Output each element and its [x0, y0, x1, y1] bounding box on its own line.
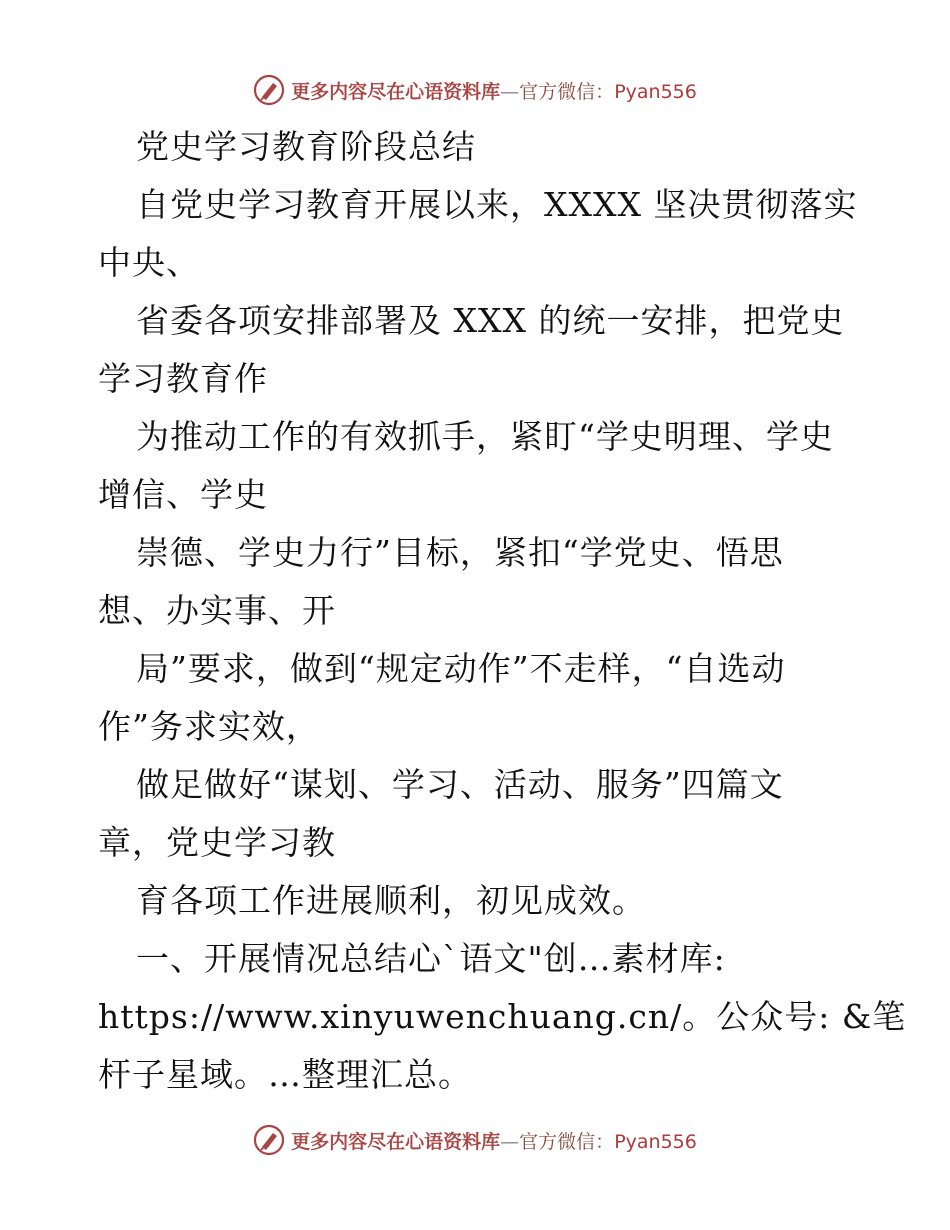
paragraph-line: https://www.xinyuwenchuang.cn/。公众号: &笔 [98, 997, 907, 1036]
paragraph-line: 中央、 [98, 243, 200, 282]
paragraph-line: 为推动工作的有效抓手，紧盯“学史明理、学史 [136, 417, 834, 456]
document-title: 党史学习教育阶段总结 [136, 127, 476, 166]
paragraph-line: 省委各项安排部署及 XXX 的统一安排，把党史 [136, 301, 845, 340]
document-body [98, 118, 907, 1104]
paragraph-line: 想、办实事、开 [98, 591, 336, 630]
banner-separator: — [500, 1130, 520, 1153]
pen-logo-icon [253, 1124, 285, 1156]
wechat-label: 官方微信： [519, 80, 615, 103]
paragraph-line: 崇德、学史力行”目标，紧扣“学党史、悟思 [136, 533, 784, 572]
header-banner [0, 70, 950, 110]
paragraph-line: 自党史学习教育开展以来，XXXX 坚决贯彻落实 [136, 185, 858, 224]
section-heading: 一、开展情况总结心`语文"创…素材库: [136, 939, 726, 978]
banner-title: 更多内容尽在心语资料库 [291, 80, 501, 103]
wechat-label: 官方微信： [519, 1130, 615, 1153]
banner-title: 更多内容尽在心语资料库 [291, 1130, 501, 1153]
paragraph-line: 学习教育作 [98, 359, 268, 398]
pen-logo-icon [253, 74, 285, 106]
banner-separator: — [500, 80, 520, 103]
footer-banner [0, 1120, 950, 1160]
paragraph-line: 作”务求实效， [98, 707, 320, 746]
banner-text [291, 1127, 697, 1154]
wechat-id: Pyan556 [614, 1130, 697, 1153]
paragraph-line: 章，党史学习教 [98, 823, 336, 862]
paragraph-line: 局”要求，做到“规定动作”不走样，“自选动 [136, 649, 786, 688]
wechat-id: Pyan556 [614, 80, 697, 103]
banner-text [291, 77, 697, 104]
paragraph-line: 育各项工作进展顺利，初见成效。 [136, 881, 646, 920]
paragraph-line: 杆子星域。…整理汇总。 [98, 1055, 472, 1094]
paragraph-line: 增信、学史 [98, 475, 268, 514]
paragraph-line: 做足做好“谋划、学习、活动、服务”四篇文 [136, 765, 784, 804]
